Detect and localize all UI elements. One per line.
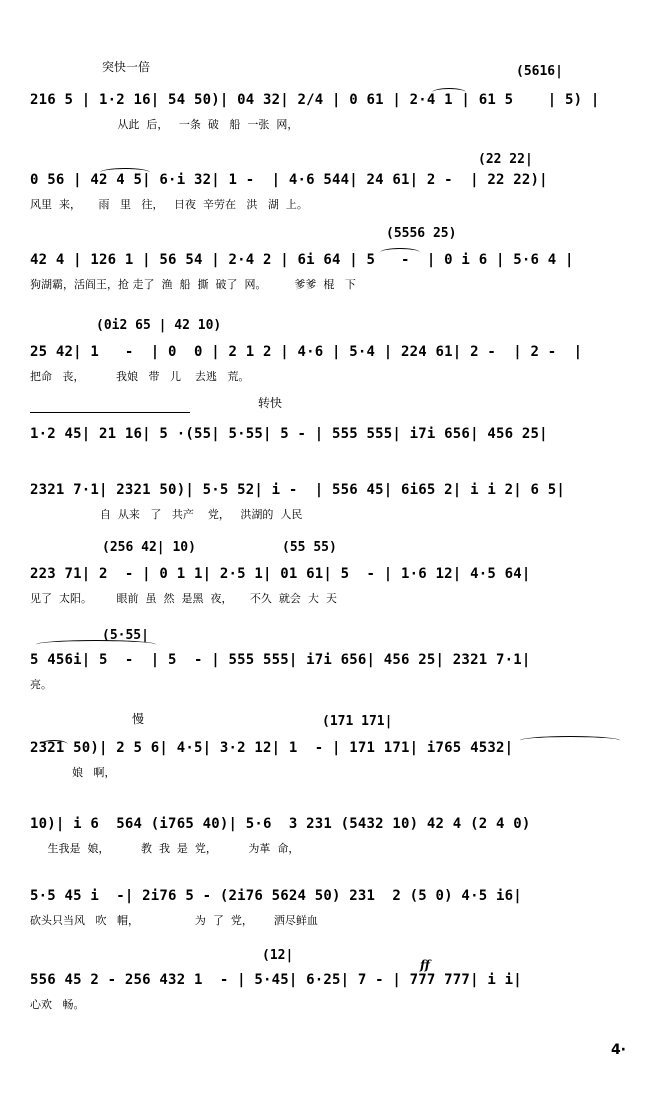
prelude-notation-1: (5616| [516,64,563,79]
slur [380,248,420,257]
lyric-line-7: 见了 太阳。 眼前 虽 然 是黑 夜， 不久 就会 大 天 [30,592,337,605]
tempo-mark-sudden: 突快一倍 [102,60,151,74]
notation-line-12: 556 45 2 - 256 432 1 - | 5·45| 6·25| 7 - | 777 777| i i| [30,972,522,988]
slur [432,88,466,97]
notation-line-3: 42 4 | 126 1 | 56 54 | 2·4 2 | 6i 64 | 5 - | 0 i 6 | 5·6 4 | [30,252,574,268]
prelude-notation-3: (5556 25) [386,226,457,241]
lyric-line-11: 砍头只当风 吹 帽， 为 了 党， 洒尽鲜血 [30,914,318,927]
prelude-notation-9: (171 171| [322,714,393,729]
lyric-line-12: 心欢 畅。 [30,998,85,1011]
notation-line-8: 5 456i| 5 - | 5 - | 555 555| i7i 656| 456 25| 2321 7·1| [30,652,531,668]
page-number: 4· [610,1042,626,1058]
prelude-notation-4: (0i2 65 | 42 10) [96,318,222,333]
prelude-notation-12: (12| [262,948,294,963]
lyric-line-1: 从此 后， 一条 破 船 一张 网， [30,118,299,131]
notation-line-2: 0 56 | 42 4 5| 6·i 32| 1 - | 4·6 544| 24 61| 2 - | 22 22)| [30,172,548,188]
slur [520,736,620,745]
tempo-mark-faster: 转快 [258,396,283,410]
notation-line-6: 2321 7·1| 2321 50)| 5·5 52| i - | 556 45| 6i65 2| i i 2| 6 5| [30,482,565,498]
notation-line-1: 216 5 | 1·2 16| 54 50)| 04 32| 2/4 | 0 61 | 2·4 1 | 61 5 | 5) | [30,92,600,108]
notation-line-5: 1·2 45| 21 16| 5 ·(55| 5·55| 5 - | 555 555| i7i 656| 456 25| [30,426,548,442]
prelude-notation-2: (22 22| [478,152,533,167]
prelude-notation-8: (5·55| [102,628,149,643]
lyric-line-2: 风里 来， 雨 里 往， 日夜 辛劳在 洪 湖 上。 [30,198,308,211]
slur [40,740,68,749]
prelude-notation-7: (256 42| 10) (55 55) [102,540,337,555]
lyric-line-9: 娘 啊， [30,766,116,779]
tie-line [30,412,190,413]
notation-line-11: 5·5 45 i -| 2i76 5 - (2i76 5624 50) 231 2 (5 0) 4·5 i6| [30,888,522,904]
notation-line-7: 223 71| 2 - | 0 1 1| 2·5 1| 01 61| 5 - | 1·6 12| 4·5 64| [30,566,531,582]
lyric-line-3: 狗湖霸，活阎王，抢 走了 渔 船 撕 破了 网。 爹爹 棍 下 [30,278,356,291]
lyric-line-8: 亮。 [30,678,52,691]
lyric-line-10: 生我是 娘， 教 我 是 党， 为革 命， [30,842,300,855]
dynamic-mark: ff [420,958,430,972]
notation-line-10: 10)| i 6 564 (i765 40)| 5·6 3 231 (5432 10) 42 4 (2 4 0) [30,816,531,832]
notation-line-9: 2321 50)| 2 5 6| 4·5| 3·2 12| 1 - | 171 171| i765 4532| [30,740,514,756]
slur [100,168,150,177]
lyric-line-6: 自 从来 了 共产 党， 洪湖的 人民 [30,508,303,521]
lyric-line-4: 把命 丧， 我娘 带 儿 去逃 荒。 [30,370,250,383]
slur [36,640,156,649]
tempo-mark-slow: 慢 [132,712,145,726]
notation-line-4: 25 42| 1 - | 0 0 | 2 1 2 | 4·6 | 5·4 | 224 61| 2 - | 2 - | [30,344,583,360]
